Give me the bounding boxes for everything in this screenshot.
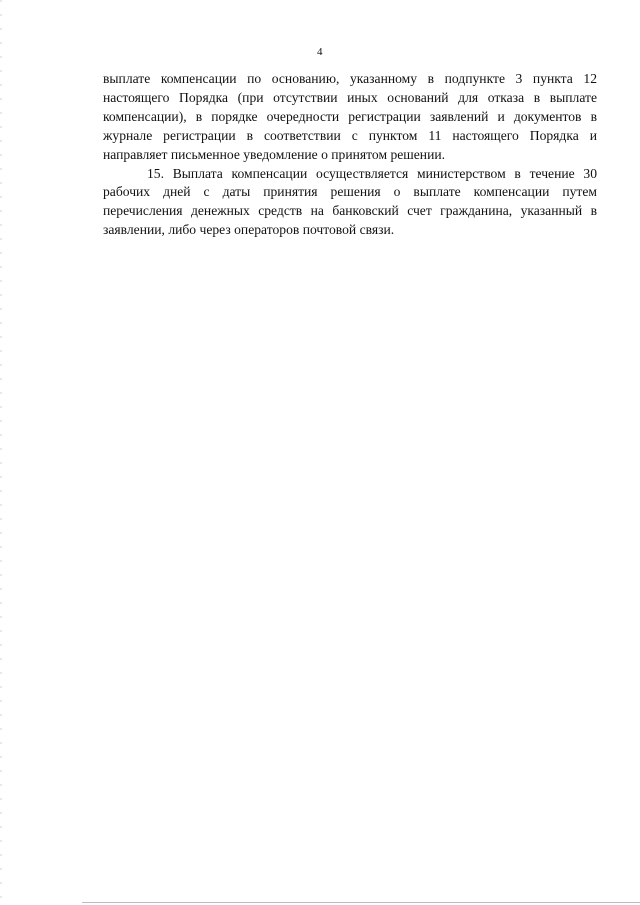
scan-edge-artifact bbox=[0, 0, 2, 905]
text-line: рабочих дней с даты принятия решения о выплате компенсации путем bbox=[103, 184, 597, 200]
page-number: 4 bbox=[317, 46, 323, 58]
text-line: выплате компенсации по основанию, указанному в подпункте 3 пункта 12 bbox=[103, 71, 597, 86]
text-line: 15. Выплата компенсации осуществляется министерством в течение 30 bbox=[147, 165, 597, 181]
text-line: настоящего Порядка (при отсутствии иных оснований для отказа в выплате bbox=[103, 89, 597, 105]
text-line: компенсации), в порядке очередности регистрации заявлений и документов в bbox=[103, 108, 597, 124]
text-line: журнале регистрации в соответствии с пунктом 11 настоящего Порядка и bbox=[103, 127, 597, 143]
paragraph-item-15 bbox=[103, 165, 597, 241]
paragraph-continuation bbox=[103, 70, 597, 165]
document-body bbox=[103, 70, 597, 240]
text-line: заявлении, либо через операторов почтовой связи. bbox=[103, 222, 395, 238]
text-line: направляет письменное уведомление о принятом решении. bbox=[103, 146, 446, 162]
text-line: перечисления денежных средств на банковский счет гражданина, указанный в bbox=[103, 203, 597, 219]
scan-bottom-edge bbox=[82, 902, 640, 903]
